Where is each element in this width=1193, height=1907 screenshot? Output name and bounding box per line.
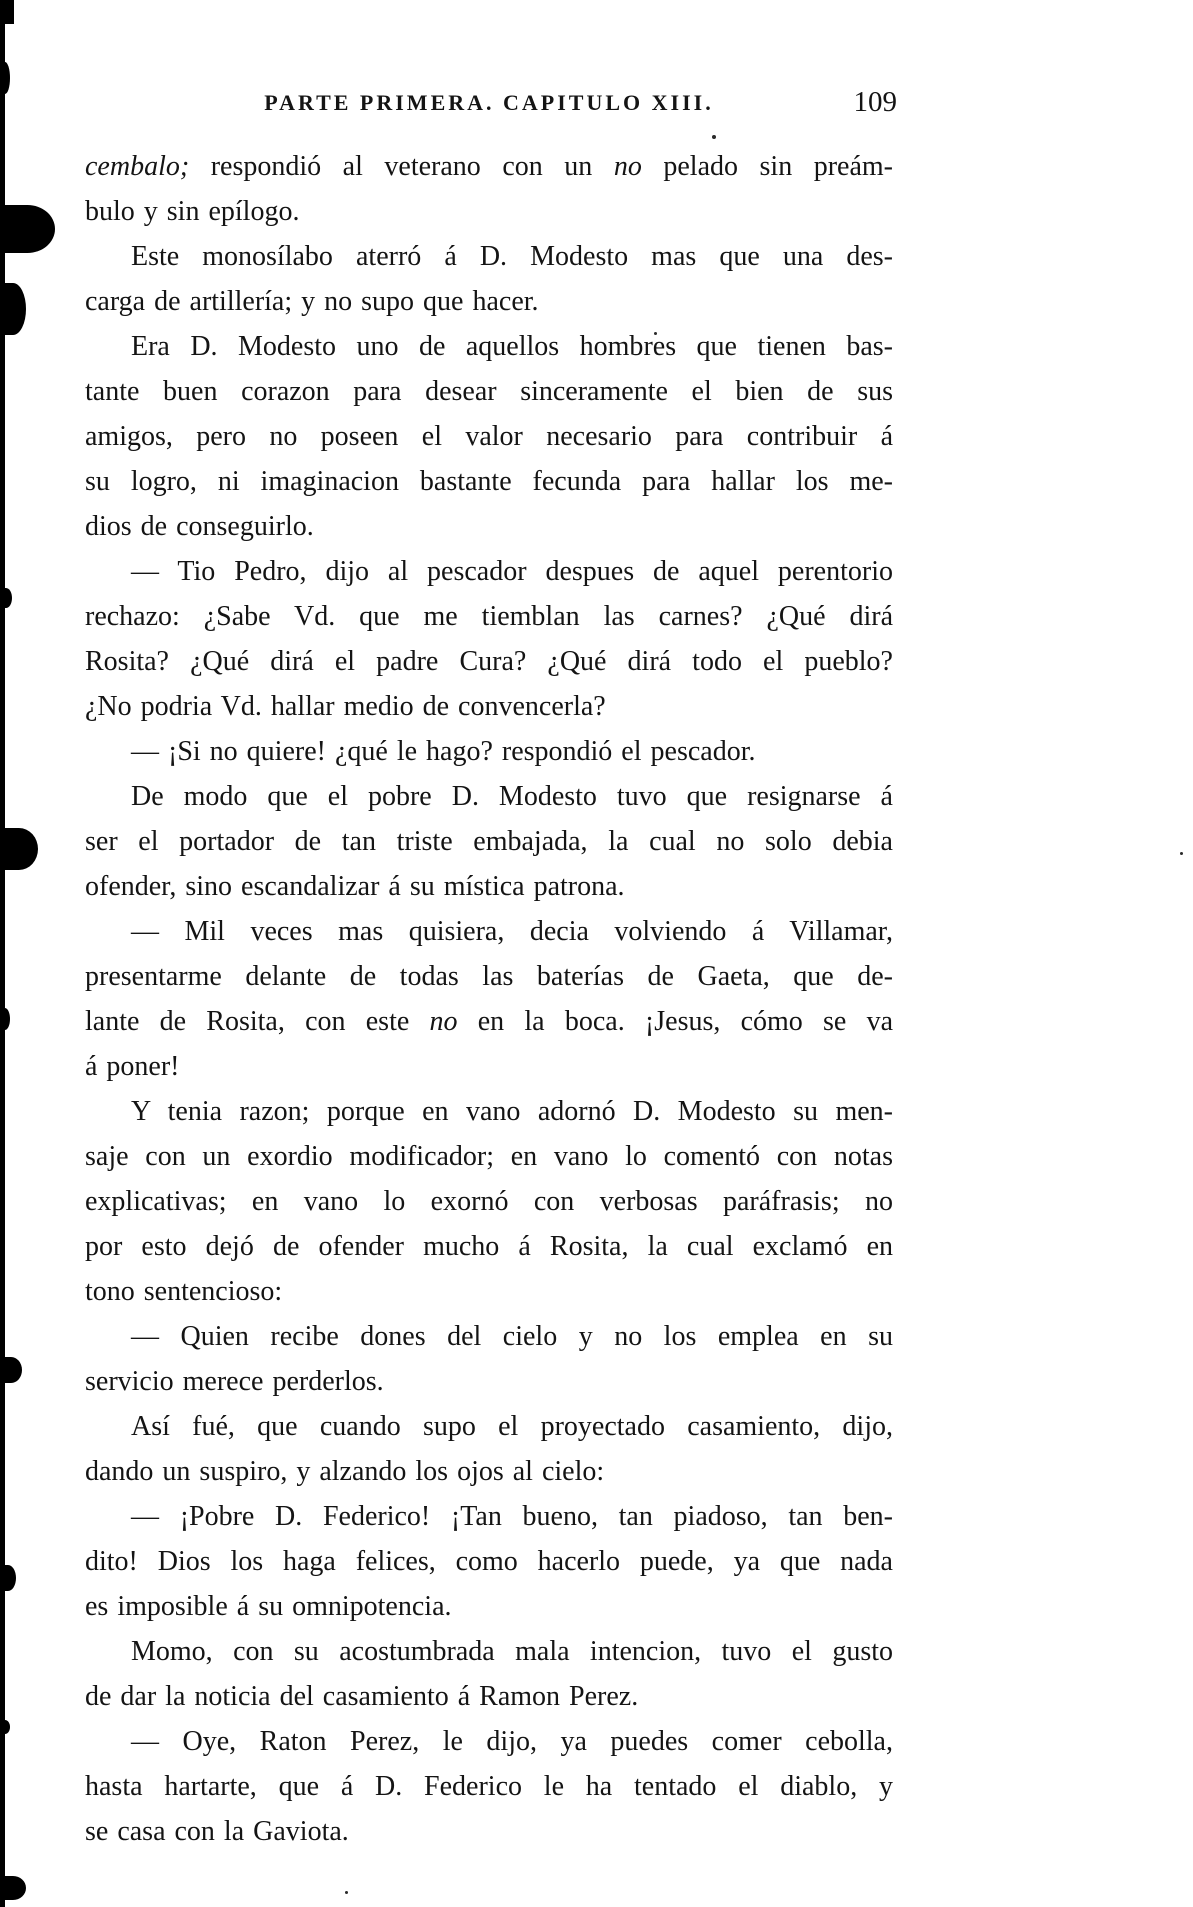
page-number: 109: [853, 86, 897, 118]
text-segment: su logro, ni imaginacion bastante fecunda para hallar los me-: [85, 466, 893, 497]
scan-artifact: [0, 1876, 26, 1900]
italic-text: no: [613, 151, 642, 182]
scan-artifact: [0, 588, 12, 608]
text-segment: — Oye, Raton Perez, le dijo, ya puedes comer cebolla,: [131, 1726, 893, 1757]
text-segment: — Tio Pedro, dijo al pescador despues de aquel perentorio: [131, 556, 893, 587]
text-segment: Momo, con su acostumbrada mala intencion, tuvo el gusto: [131, 1636, 893, 1667]
text-segment: á poner!: [85, 1051, 180, 1082]
text-line: [85, 639, 893, 684]
text-line: [85, 684, 893, 729]
text-line: [85, 1539, 893, 1584]
text-segment: lante de Rosita, con este: [85, 1006, 430, 1037]
scan-artifact: [0, 828, 38, 870]
text-segment: tante buen corazon para desear sinceramente el bien de sus: [85, 376, 893, 407]
text-segment: rechazo: ¿Sabe Vd. que me tiemblan las carnes? ¿Qué dirá: [85, 601, 893, 632]
text-segment: bulo y sin epílogo.: [85, 196, 300, 227]
text-line: [85, 1089, 893, 1134]
running-header: [85, 86, 897, 122]
scan-artifact: [0, 0, 14, 24]
text-segment: dios de conseguirlo.: [85, 511, 314, 542]
scan-artifact: [0, 1357, 22, 1383]
text-segment: saje con un exordio modificador; en vano lo comentó con notas: [85, 1141, 893, 1172]
text-segment: — Mil veces mas quisiera, decia volviendo á Villamar,: [131, 916, 893, 947]
text-line: [85, 1764, 893, 1809]
text-segment: dito! Dios los haga felices, como hacerlo puede, ya que nada: [85, 1546, 893, 1577]
text-line: [85, 1674, 893, 1719]
text-line: [85, 1404, 893, 1449]
text-line: [85, 1314, 893, 1359]
text-line: [85, 1359, 893, 1404]
text-line: [85, 324, 893, 369]
text-line: [85, 459, 893, 504]
text-segment: Rosita? ¿Qué dirá el padre Cura? ¿Qué dirá todo el pueblo?: [85, 646, 893, 677]
text-segment: ofender, sino escandalizar á su mística patrona.: [85, 871, 625, 902]
text-segment: — ¡Pobre D. Federico! ¡Tan bueno, tan piadoso, tan ben-: [131, 1501, 893, 1532]
text-line: [85, 954, 893, 999]
text-line: [85, 1269, 893, 1314]
text-line: [85, 234, 893, 279]
italic-text: cembalo;: [85, 151, 190, 182]
scan-artifact: [0, 283, 26, 335]
text-line: [85, 1584, 893, 1629]
text-line: [85, 414, 893, 459]
text-segment: De modo que el pobre D. Modesto tuvo que resignarse á: [131, 781, 893, 812]
text-segment: de dar la noticia del casamiento á Ramon Perez.: [85, 1681, 639, 1712]
text-segment: es imposible á su omnipotencia.: [85, 1591, 452, 1622]
text-line: [85, 369, 893, 414]
text-line: [85, 279, 893, 324]
text-line: [85, 549, 893, 594]
scan-artifact: [0, 62, 10, 94]
text-segment: dando un suspiro, y alzando los ojos al cielo:: [85, 1456, 605, 1487]
text-segment: carga de artillería; y no supo que hacer.: [85, 286, 539, 317]
scan-artifact: [0, 1008, 10, 1030]
text-line: [85, 864, 893, 909]
text-line: [85, 909, 893, 954]
text-line: [85, 1044, 893, 1089]
scan-artifact: [0, 205, 55, 253]
running-header-title: PARTE PRIMERA. CAPITULO XIII.: [264, 90, 714, 115]
scan-artifact: [0, 1565, 16, 1591]
text-line: [85, 999, 893, 1044]
text-segment: ser el portador de tan triste embajada, la cual no solo debia: [85, 826, 893, 857]
text-line: [85, 1179, 893, 1224]
text-segment: en la boca. ¡Jesus, cómo se va: [457, 1006, 893, 1037]
text-segment: explicativas; en vano lo exornó con verbosas paráfrasis; no: [85, 1186, 893, 1217]
text-line: [85, 1719, 893, 1764]
text-line: [85, 774, 893, 819]
text-line: [85, 729, 893, 774]
text-segment: amigos, pero no poseen el valor necesario para contribuir á: [85, 421, 893, 452]
text-segment: tono sentencioso:: [85, 1276, 283, 1307]
text-line: [85, 1134, 893, 1179]
text-line: [85, 144, 893, 189]
text-segment: por esto dejó de ofender mucho á Rosita, la cual exclamó en: [85, 1231, 893, 1262]
text-segment: — Quien recibe dones del cielo y no los emplea en su: [131, 1321, 893, 1352]
page-body: [85, 144, 893, 1854]
text-line: [85, 1629, 893, 1674]
text-segment: ¿No podria Vd. hallar medio de convencerla?: [85, 691, 606, 722]
text-line: [85, 1809, 893, 1854]
text-segment: servicio merece perderlos.: [85, 1366, 384, 1397]
scan-speck: [1180, 852, 1183, 855]
text-segment: — ¡Si no quiere! ¿qué le hago? respondió el pescador.: [131, 736, 756, 767]
text-line: [85, 819, 893, 864]
text-line: [85, 1494, 893, 1539]
text-line: [85, 594, 893, 639]
text-segment: Así fué, que cuando supo el proyectado casamiento, dijo,: [131, 1411, 893, 1442]
text-line: [85, 189, 893, 234]
text-line: [85, 1224, 893, 1269]
text-segment: respondió al veterano con un: [189, 151, 614, 182]
text-line: [85, 504, 893, 549]
text-segment: Era D. Modesto uno de aquellos hombres que tienen bas-: [131, 331, 893, 362]
scan-artifact: [0, 1720, 10, 1734]
book-page: [85, 86, 897, 1854]
italic-text: no: [429, 1006, 458, 1037]
text-segment: se casa con la Gaviota.: [85, 1816, 349, 1847]
text-segment: hasta hartarte, que á D. Federico le ha tentado el diablo, y: [85, 1771, 893, 1802]
scan-speck: [345, 1891, 348, 1894]
text-segment: pelado sin preám-: [641, 151, 893, 182]
text-line: [85, 1449, 893, 1494]
text-segment: Este monosílabo aterró á D. Modesto mas que una des-: [131, 241, 893, 272]
text-segment: Y tenia razon; porque en vano adornó D. Modesto su men-: [131, 1096, 893, 1127]
text-segment: presentarme delante de todas las baterías de Gaeta, que de-: [85, 961, 893, 992]
